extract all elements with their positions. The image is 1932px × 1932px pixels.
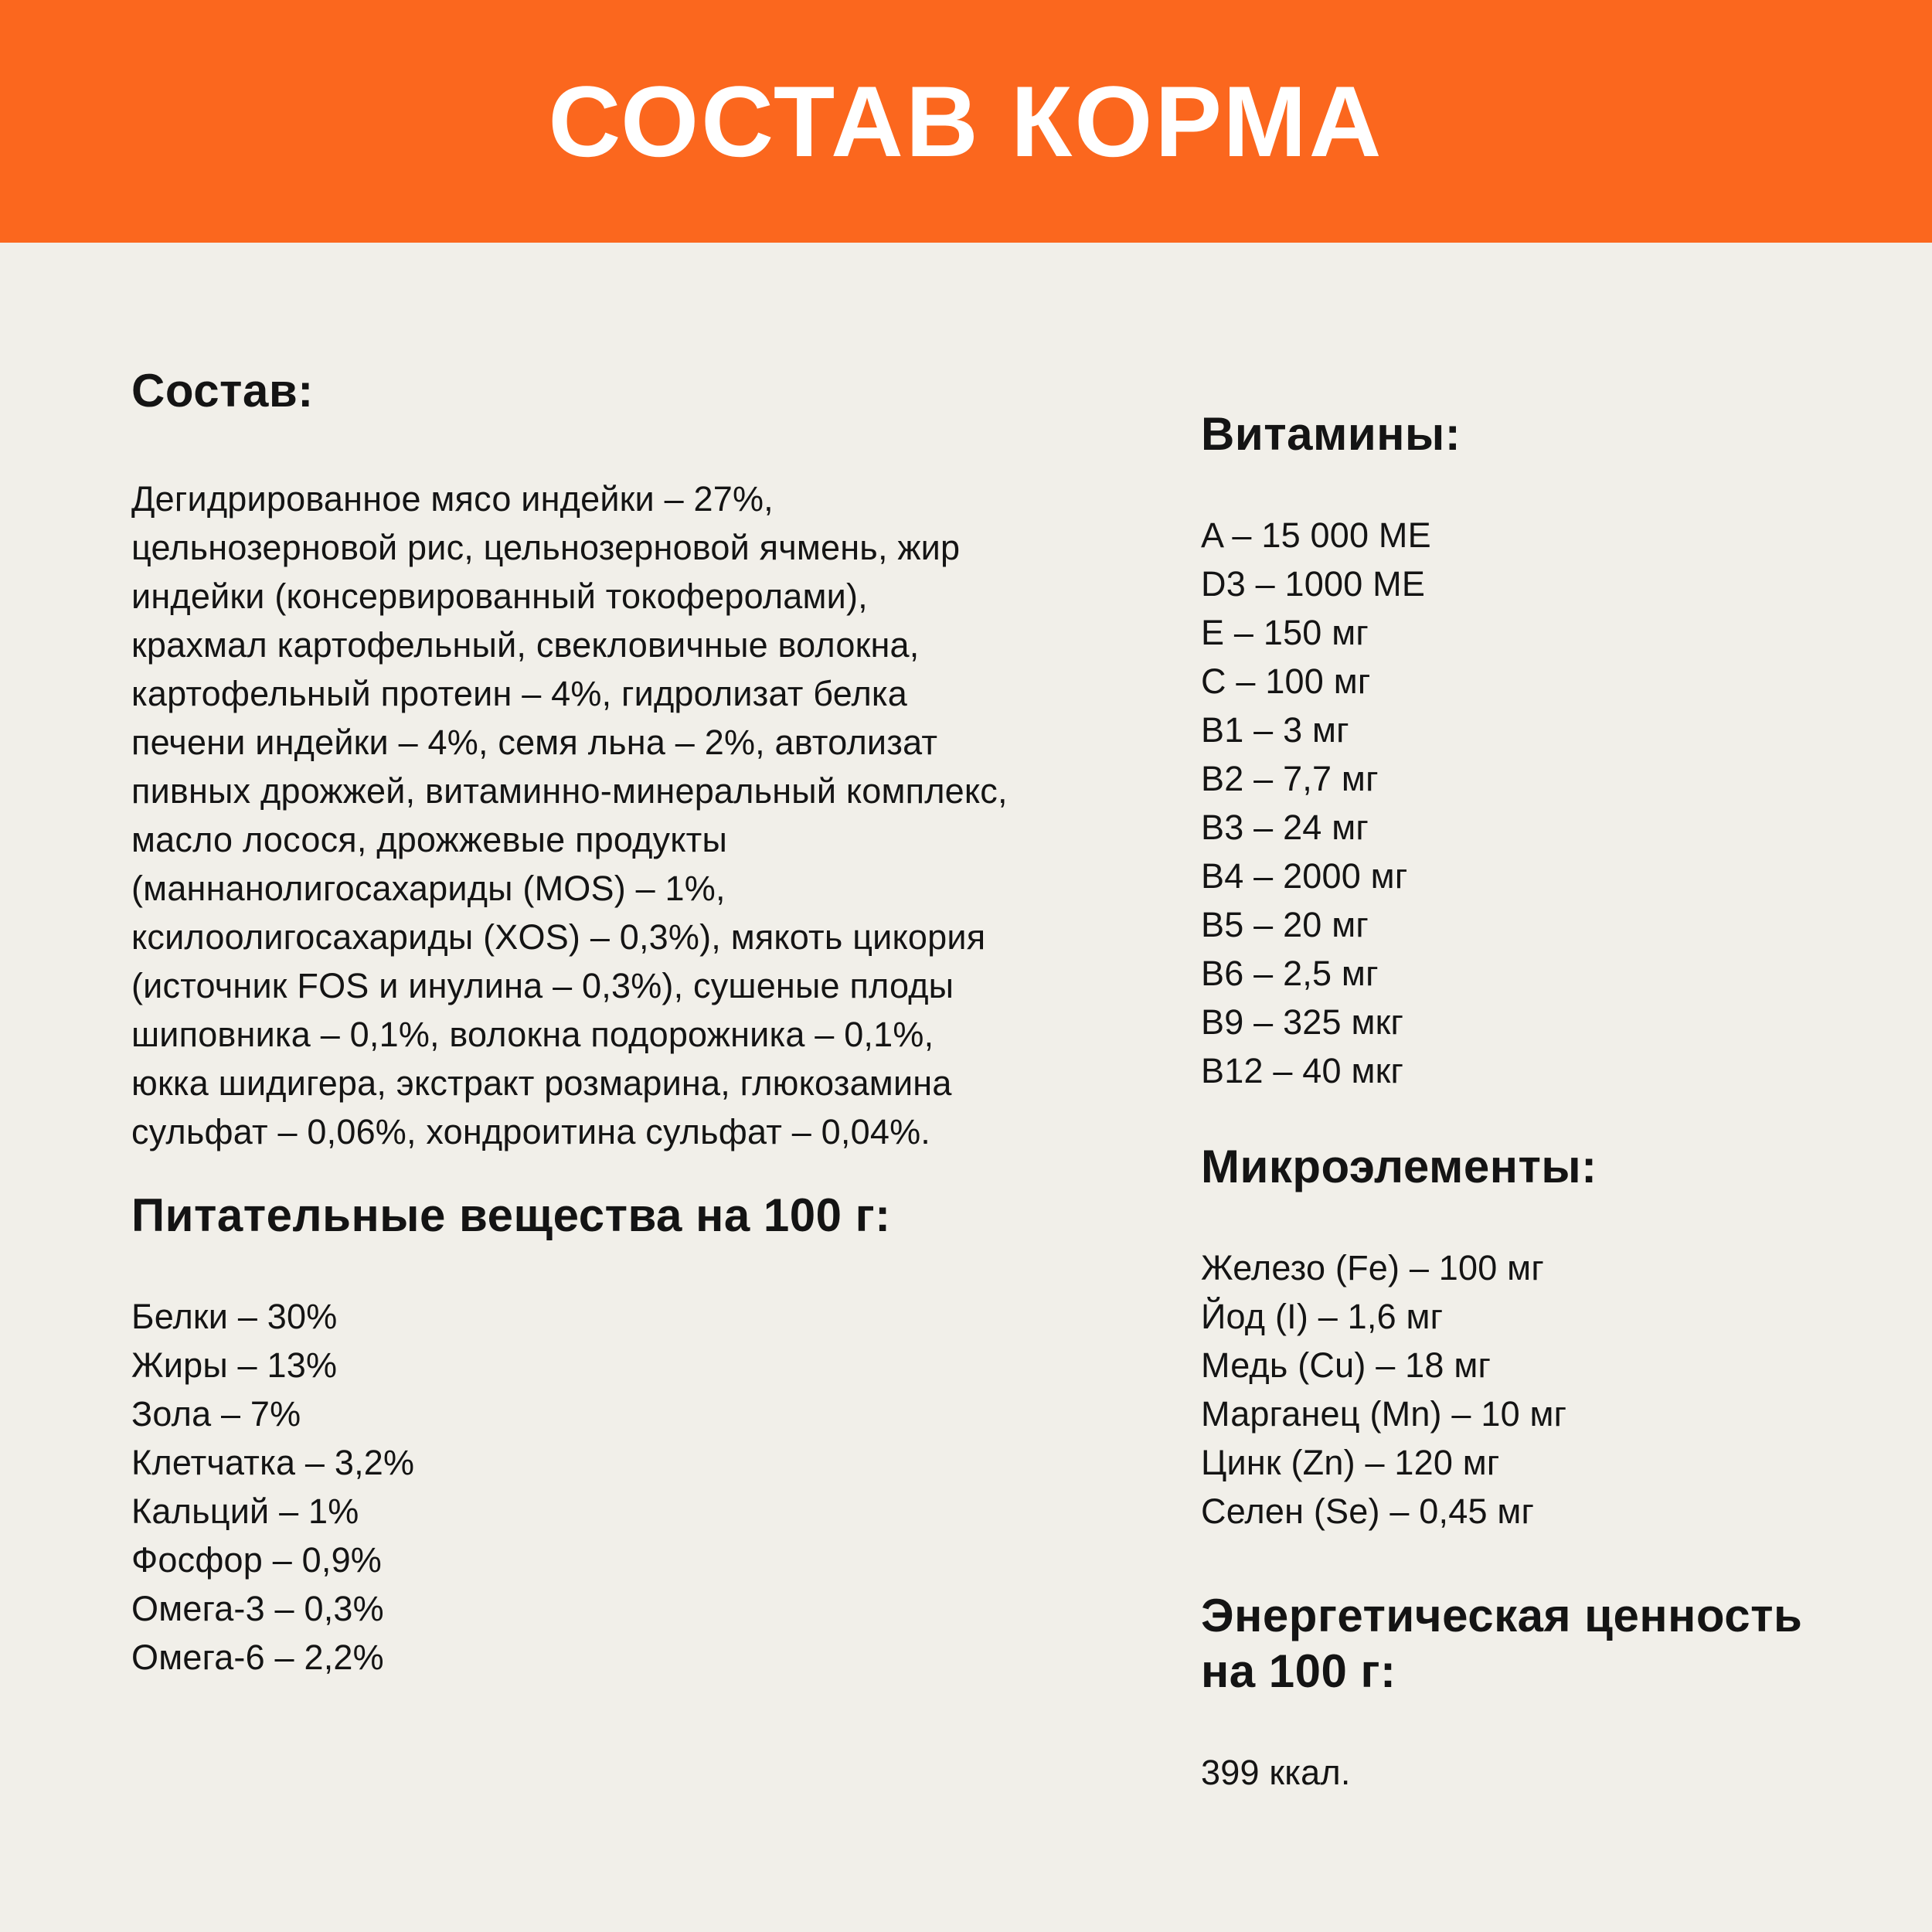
vitamin-item: B5 – 20 мг (1201, 905, 1369, 944)
trace-element-item: Железо (Fe) – 100 мг (1201, 1248, 1544, 1287)
vitamin-item: A – 15 000 МЕ (1201, 515, 1431, 555)
content-area (0, 243, 1932, 1797)
trace-element-item: Селен (Se) – 0,45 мг (1201, 1492, 1535, 1531)
nutrient-item: Фосфор – 0,9% (131, 1540, 383, 1580)
vitamins-heading: Витамины: (1201, 408, 1461, 460)
nutrients-section (131, 1188, 1012, 1682)
vitamins-list (1201, 511, 1847, 1095)
energy-heading: Энергетическая ценность на 100 г: (1201, 1590, 1803, 1697)
nutrient-item: Белки – 30% (131, 1297, 338, 1336)
composition-section (131, 363, 1012, 1156)
nutrient-item: Клетчатка – 3,2% (131, 1443, 415, 1482)
nutrient-item: Кальций – 1% (131, 1492, 359, 1531)
nutrient-item: Зола – 7% (131, 1394, 301, 1434)
composition-text: Дегидрированное мясо индейки – 27%, цельнозерновой рис, цельнозерновой ячмень, жир индейки (консервированный токоферолами), крахмал картофельный, свекловичные волокна, картофельный протеин – 4%, гидролизат белка печени индейки – 4%, семя льна – 2%, автолизат пивных дрожжей, витаминно-минеральный комплекс, масло лосося, дрожжевые продукты (маннанолигосахариды (MOS) – 1%, ксилоолигосахариды (XOS) – 0,3%), мякоть цикория (источник FOS и инулина – 0,3%), сушеные плоды шиповника – 0,1%, волокна подорожника – 0,1%, юкка шидигера, экстракт розмарина, глюкозамина сульфат – 0,06%, хондроитина сульфат – 0,04%. (131, 479, 1008, 1151)
energy-section (1201, 1588, 1847, 1797)
trace-element-item: Цинк (Zn) – 120 мг (1201, 1443, 1500, 1482)
page-title: СОСТАВ КОРМА (548, 65, 1384, 178)
header-band (0, 0, 1932, 243)
trace-element-item: Медь (Cu) – 18 мг (1201, 1345, 1492, 1385)
composition-heading: Состав: (131, 365, 314, 417)
nutrients-list (131, 1292, 1012, 1682)
trace-elements-section (1201, 1139, 1847, 1536)
nutrient-item: Жиры – 13% (131, 1345, 338, 1385)
vitamins-section (1201, 406, 1847, 1095)
vitamin-item: B4 – 2000 мг (1201, 856, 1408, 896)
nutrient-item: Омега-3 – 0,3% (131, 1589, 384, 1628)
vitamin-item: E – 150 мг (1201, 613, 1369, 652)
vitamin-item: D3 – 1000 МЕ (1201, 564, 1426, 604)
vitamin-item: B1 – 3 мг (1201, 710, 1349, 750)
vitamin-item: B6 – 2,5 мг (1201, 954, 1379, 993)
nutrients-heading: Питательные вещества на 100 г: (131, 1189, 891, 1241)
vitamin-item: B2 – 7,7 мг (1201, 759, 1379, 798)
left-column (131, 363, 1012, 1797)
trace-elements-heading: Микроэлементы: (1201, 1141, 1597, 1192)
energy-value: 399 ккал. (1201, 1753, 1351, 1792)
right-column (1201, 363, 1847, 1797)
nutrient-item: Омега-6 – 2,2% (131, 1638, 384, 1677)
trace-element-item: Марганец (Mn) – 10 мг (1201, 1394, 1567, 1434)
vitamin-item: C – 100 мг (1201, 662, 1371, 701)
vitamin-item: B9 – 325 мкг (1201, 1002, 1404, 1042)
vitamin-item: B12 – 40 мкг (1201, 1051, 1404, 1090)
trace-element-item: Йод (I) – 1,6 мг (1201, 1297, 1444, 1336)
vitamin-item: B3 – 24 мг (1201, 808, 1369, 847)
trace-elements-list (1201, 1243, 1847, 1536)
